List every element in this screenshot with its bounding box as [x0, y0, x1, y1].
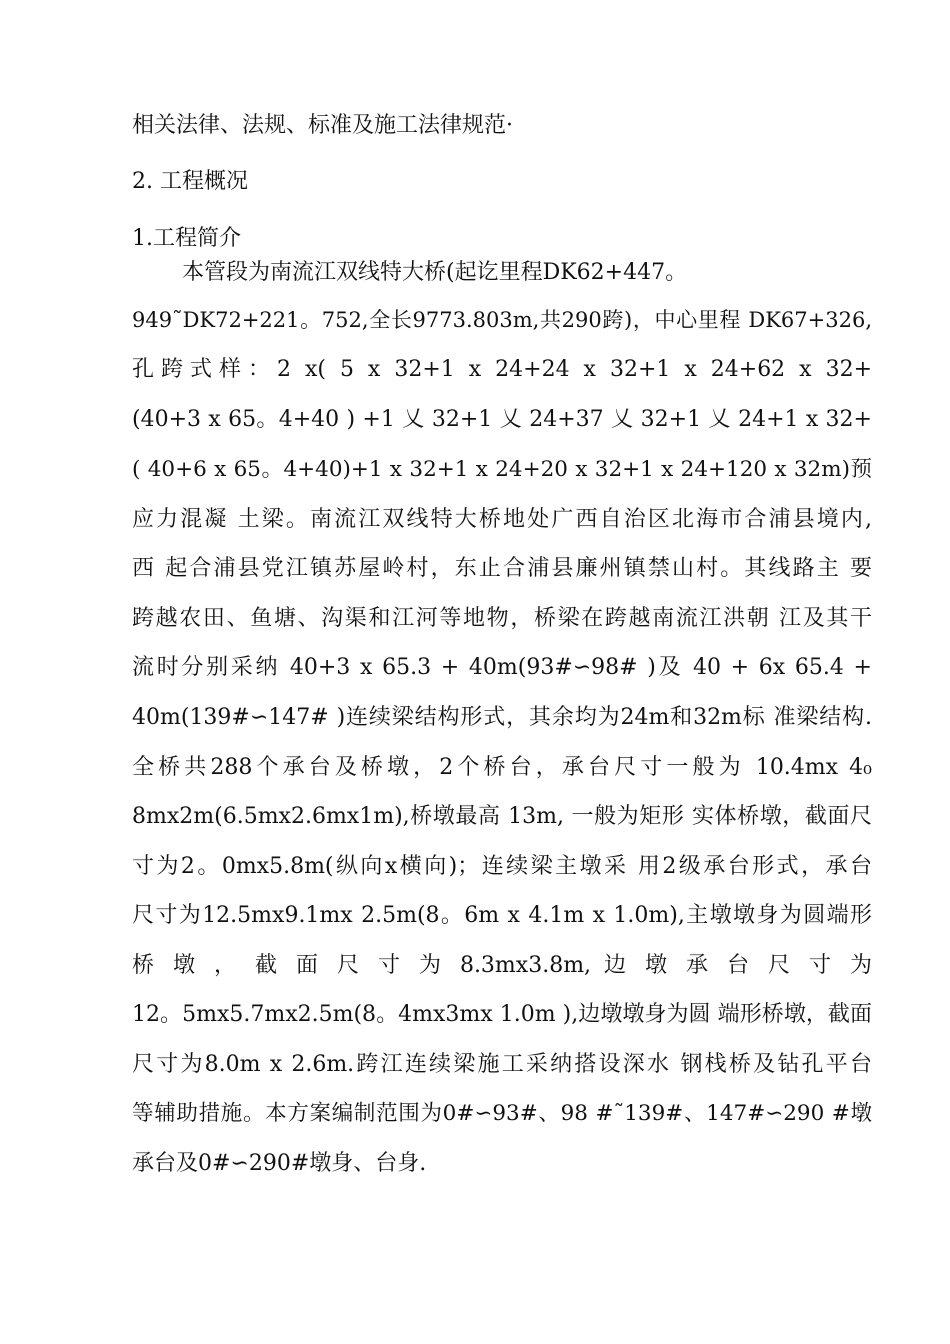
- body-line: 40m(139#∽147# )连续梁结构形式，其余均为24m和32m标 准梁结构.: [132, 705, 872, 730]
- body-line: 寸为2。0mx5.8m(纵向x横向)；连续梁主墩采 用2级承台形式，承台: [132, 854, 872, 879]
- body-line: 本管段为南流江双线特大桥(起讫里程DK62+447。: [182, 260, 688, 285]
- body-line: 全桥共288个承台及桥墩，2个桥台，承台尺寸一般为 10.4mx 4₀: [132, 755, 872, 780]
- body-line: 孔跨式样：2 x( 5 x 32+1 x 24+24 x 32+1 x 24+62 x 32+: [132, 357, 872, 382]
- body-line: 尺寸为8.0m x 2.6m.跨江连续梁施工采纳搭设深水 钢栈桥及钻孔平台: [132, 1052, 872, 1077]
- body-line: 应力混凝 土梁。南流江双线特大桥地处广西自治区北海市合浦县境内,: [132, 507, 872, 532]
- body-line: 桥 墩 ， 截 面 尺 寸 为 8.3mx3.8m, 边 墩 承 台 尺 寸 为: [132, 953, 872, 978]
- intro-line: 相关法律、法规、标准及施工法律规范·: [132, 113, 513, 138]
- section-heading: 2. 工程概况: [132, 169, 248, 194]
- body-line: 8mx2m(6.5mx2.6mx1m),桥墩最高 13m, 一般为矩形 实体桥墩，截面尺: [132, 804, 872, 829]
- body-line: 流时分别采纳 40+3 x 65.3 + 40m(93#∽98# )及 40 + 6x 65.4 +: [132, 655, 872, 680]
- subsection-heading: 1.工程简介: [132, 226, 241, 251]
- body-line: 等辅助措施。本方案编制范围为0#∽93#、98 #˜139#、147#∽290 #墩: [132, 1101, 872, 1126]
- body-line: 12。5mx5.7mx2.5m(8。4mx3mx 1.0m ),边墩墩身为圆 端形桥墩，截面: [132, 1002, 872, 1027]
- body-line: ( 40+6 x 65。4+40)+1 x 32+1 x 24+20 x 32+1 x 24+120 x 32m)预: [132, 457, 872, 482]
- body-line: 西 起合浦县党江镇苏屋岭村，东止合浦县廉州镇禁山村。其线路主 要: [132, 556, 872, 581]
- body-line: 尺寸为12.5mx9.1mx 2.5m(8。6m x 4.1m x 1.0m),主墩墩身为圆端形: [132, 903, 872, 928]
- body-line: 承台及0#∽290#墩身、台身.: [132, 1151, 427, 1176]
- body-line: 跨越农田、鱼塘、沟渠和江河等地物，桥梁在跨越南流江洪朝 江及其干: [132, 606, 872, 631]
- body-line: 949˜DK72+221。752,全长9773.803m,共290跨)，中心里程 DK67+326,: [132, 308, 872, 332]
- body-line: (40+3 x 65。4+40 ) +1 乂 32+1 乂 24+37 乂 32+1 乂 24+1 x 32+: [132, 407, 872, 432]
